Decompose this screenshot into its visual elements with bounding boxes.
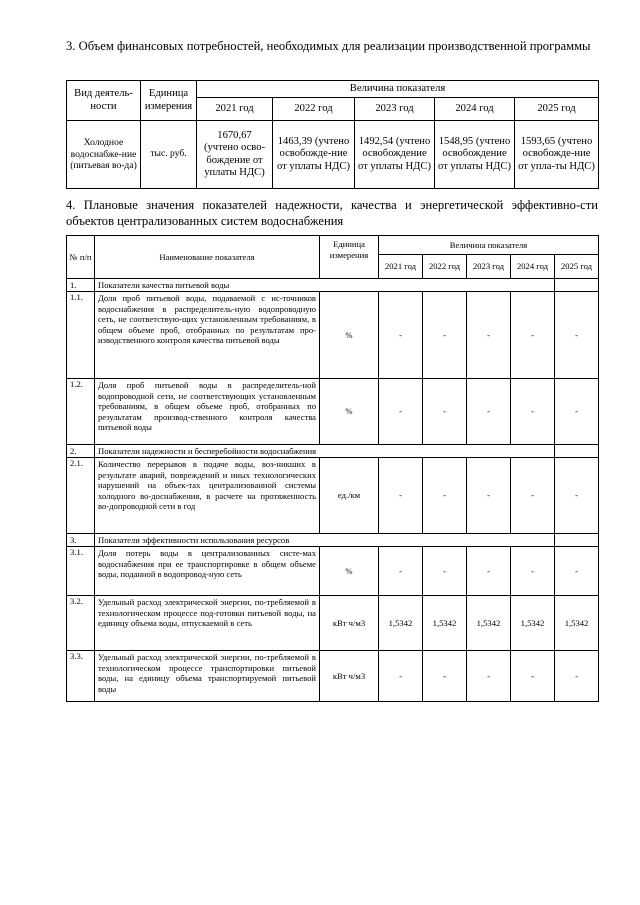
row-value: - [555,458,599,534]
row-num: 1.1. [67,292,95,379]
row-name: Доля потерь воды в централизованных систе-мах водоснабжения при ее транспортировке в общем объеме воды, поданной в водопровод-ную сеть [95,547,320,596]
header-year: 2024 год [511,255,555,279]
row-num: 3. [67,534,95,547]
row-num: 3.1. [67,547,95,596]
row-name: Доля проб питьевой воды в распределитель-ной водопроводной сети, не соответствующих установленным требованиям, в общем объеме проб, отобранных по результатам производ-ственного контроля качества питьевой воды [95,379,320,445]
section-name: Показатели надежности и бесперебойности водоснабжения [95,445,555,458]
row-value: - [423,547,467,596]
row-value: 1,5342 [511,596,555,651]
header-unit: Единица измерения [141,81,197,121]
header-activity: Вид деятель-ности [67,81,141,121]
row-value: - [379,458,423,534]
row-unit: кВт ч/м3 [320,651,379,702]
header-year: 2025 год [515,98,599,121]
row-value: - [379,547,423,596]
header-year: 2021 год [197,98,273,121]
header-unit: Единица измерения [320,236,379,279]
row-value: 1670,67 (учтено осво-бождение от уплаты НДС) [197,121,273,189]
row-unit: % [320,547,379,596]
section3-title: 3. Объем финансовых потребностей, необходимых для реализации производственной программы [66,39,591,53]
row-value: 1,5342 [423,596,467,651]
header-year: 2021 год [379,255,423,279]
header-year: 2023 год [355,98,435,121]
table-row [67,379,599,445]
row-num: 2.1. [67,458,95,534]
row-unit: кВт ч/м3 [320,596,379,651]
row-value: - [467,292,511,379]
row-num: 1. [67,279,95,292]
section-row [67,279,599,292]
row-value: 1,5342 [467,596,511,651]
row-unit: ед./км [320,458,379,534]
header-year: 2023 год [467,255,511,279]
indicators-table [66,235,599,702]
row-unit: тыс. руб. [141,121,197,189]
row-value: - [511,292,555,379]
row-value: - [379,379,423,445]
financial-needs-table [66,80,599,189]
row-value: - [555,547,599,596]
row-value: - [423,292,467,379]
row-unit: % [320,379,379,445]
row-name: Удельный расход электрической энергии, по-требляемой в технологическом процессе под-готовки питьевой воды, на единицу объема воды, отпускаемой в сеть [95,596,320,651]
table-row [67,651,599,702]
header-name: Наименование показателя [95,236,320,279]
row-value: - [555,292,599,379]
header-value: Величина показателя [197,81,599,98]
row-activity: Холодное водоснабже-ние (питьевая во-да) [67,121,141,189]
row-value: - [423,379,467,445]
row-name: Удельный расход электрической энергии, по-требляемой в технологическом процессе транспортировки питьевой воды, на единицу объема транспортируемой питьевой воды [95,651,320,702]
header-year: 2022 год [423,255,467,279]
row-value: - [423,651,467,702]
table-row [67,596,599,651]
table-row [67,292,599,379]
row-value: 1,5342 [379,596,423,651]
row-value: - [467,547,511,596]
row-value: - [511,379,555,445]
row-name: Доля проб питьевой воды, подаваемой с ис-точников водоснабжения в распределитель-ную водопроводную сеть, не соответствую-щих установленным требованиям, в общем объеме проб, отобранных по результатам про-изводственного контроля качества питьевой воды [95,292,320,379]
header-year: 2022 год [273,98,355,121]
row-unit: % [320,292,379,379]
header-value: Величина показателя [379,236,599,255]
row-num: 3.3. [67,651,95,702]
header-year: 2024 год [435,98,515,121]
row-value: 1593,65 (учтено освобожде-ние от упла-ты НДС) [515,121,599,189]
row-value: - [467,379,511,445]
row-value: - [511,547,555,596]
row-num: 2. [67,445,95,458]
row-value: - [511,458,555,534]
table-row [67,458,599,534]
row-value: - [555,379,599,445]
row-value: - [467,651,511,702]
table-row [67,121,599,189]
row-name: Количество перерывов в подаче воды, воз-никших в результате аварий, повреждений и иных технологических нарушений на объек-тах централизованной системы холодного во-доснабжения, в расчете на протяженность во-допроводной сети в год [95,458,320,534]
row-value: - [555,651,599,702]
section-row [67,534,599,547]
row-value: 1492,54 (учтено освобождение от уплаты НДС) [355,121,435,189]
row-value: - [467,458,511,534]
row-value: - [379,651,423,702]
row-value: 1548,95 (учтено освобождение от уплаты НДС) [435,121,515,189]
row-value: 1463,39 (учтено освобожде-ние от уплаты НДС) [273,121,355,189]
row-value: - [423,458,467,534]
section-name: Показатели эффективности использования ресурсов [95,534,555,547]
row-value: 1,5342 [555,596,599,651]
row-value: - [511,651,555,702]
header-year: 2025 год [555,255,599,279]
row-num: 3.2. [67,596,95,651]
section-name: Показатели качества питьевой воды [95,279,555,292]
row-value: - [379,292,423,379]
section4-title: 4. Плановые значения показателей надежности, качества и энергетической эффективно-сти объектов централизованных систем водоснабжения [66,198,598,228]
header-num: № п/п [67,236,95,279]
section-row [67,445,599,458]
table-row [67,547,599,596]
row-num: 1.2. [67,379,95,445]
